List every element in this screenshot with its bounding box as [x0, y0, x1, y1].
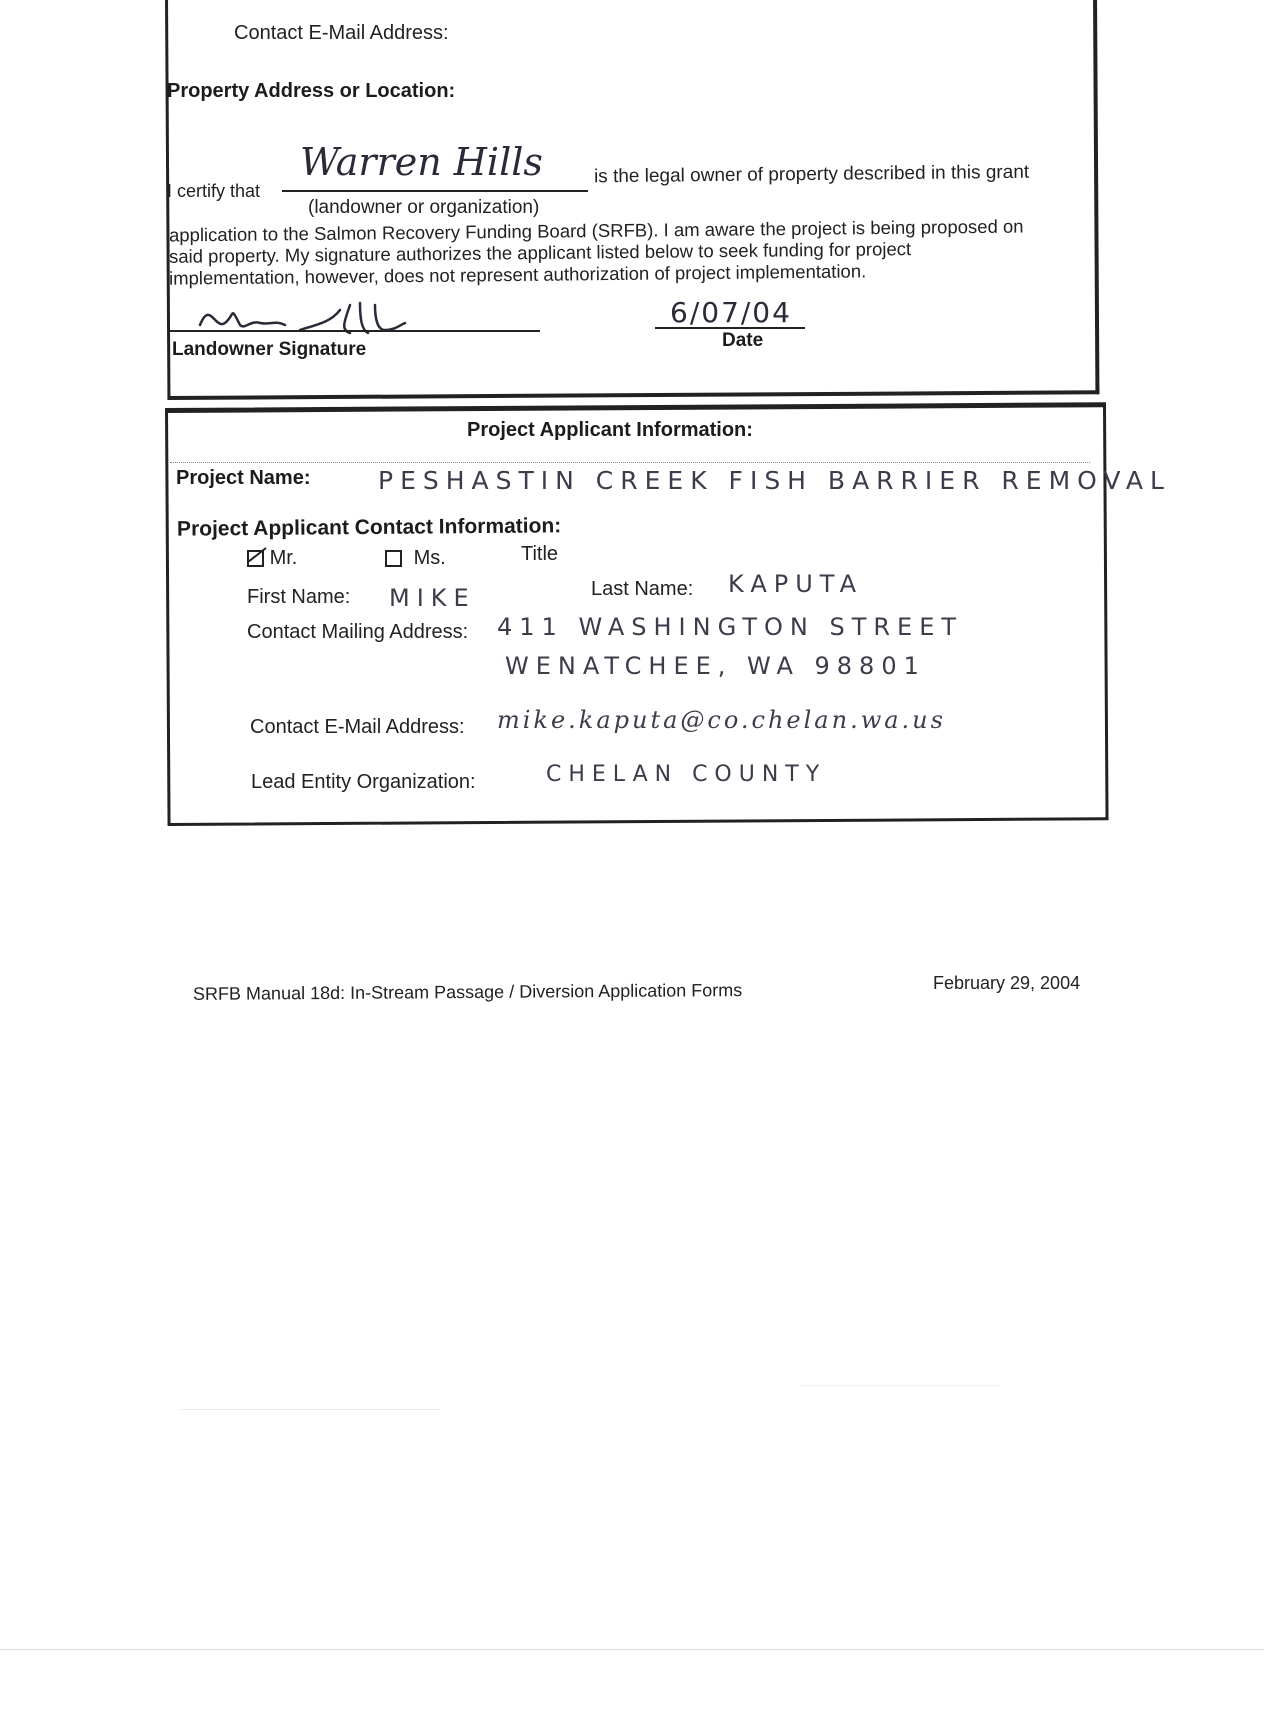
- property-address-label: Property Address or Location:: [167, 80, 456, 102]
- landowner-signature-label: Landowner Signature: [172, 339, 367, 360]
- certify-line-2: application to the Salmon Recovery Funding Board (SRFB). I am aware the project is being proposed on: [168, 215, 1024, 246]
- certify-prefix: I certify that: [167, 181, 261, 201]
- owner-name-line: [282, 190, 588, 192]
- first-name-label: First Name:: [247, 586, 351, 608]
- mailing-address-label: Contact Mailing Address:: [247, 621, 469, 643]
- check-mark-icon: [248, 546, 268, 566]
- certify-line-4: implementation, however, does not represent authorization of project implementation.: [168, 260, 867, 289]
- last-name-value: KAPUTA: [728, 570, 863, 598]
- mr-label: Mr.: [269, 547, 298, 569]
- salutation-ms[interactable]: [385, 547, 446, 570]
- signature-line: [170, 330, 540, 332]
- scan-speck: [180, 1409, 440, 1410]
- email-label: Contact E-Mail Address:: [250, 716, 465, 738]
- mr-checkbox[interactable]: [247, 550, 264, 567]
- date-handwritten: 6/07/04: [670, 296, 792, 329]
- footer-manual-title: SRFB Manual 18d: In-Stream Passage / Diversion Application Forms: [192, 980, 743, 1004]
- owner-name-handwritten: Warren Hills: [300, 140, 543, 184]
- mailing-address-line-2: WENATCHEE, WA 98801: [505, 652, 926, 680]
- project-name-value: PESHASTIN CREEK FISH BARRIER REMOVAL: [378, 466, 1171, 495]
- certify-line-3: said property. My signature authorizes the applicant listed below to seek funding for project: [168, 238, 912, 267]
- ms-checkbox[interactable]: [385, 550, 402, 567]
- certify-suffix: is the legal owner of property described in this grant: [593, 161, 1030, 188]
- lead-entity-value: CHELAN COUNTY: [546, 762, 827, 787]
- footer-date: February 29, 2004: [933, 973, 1081, 993]
- landowner-signature-drawing: [190, 295, 490, 345]
- applicant-info-heading: Project Applicant Information:: [467, 419, 753, 441]
- project-name-label: Project Name:: [176, 467, 311, 489]
- title-label: Title: [521, 543, 559, 565]
- lead-entity-label: Lead Entity Organization:: [251, 771, 476, 793]
- contact-email-label: Contact E-Mail Address:: [234, 22, 449, 44]
- contact-info-heading: Project Applicant Contact Information:: [176, 514, 562, 541]
- mailing-address-line-1: 411 WASHINGTON STREET: [497, 613, 964, 641]
- owner-caption: (landowner or organization): [308, 197, 540, 218]
- ms-label: Ms.: [413, 547, 446, 569]
- first-name-value: MIKE: [389, 584, 476, 612]
- email-value: mike.kaputa@co.chelan.wa.us: [497, 706, 946, 734]
- date-label: Date: [722, 330, 764, 351]
- date-line: [655, 327, 805, 329]
- scan-edge-line: [0, 1649, 1264, 1650]
- scan-speck: [800, 1385, 1000, 1386]
- salutation-mr[interactable]: [247, 547, 297, 570]
- last-name-label: Last Name:: [591, 578, 694, 600]
